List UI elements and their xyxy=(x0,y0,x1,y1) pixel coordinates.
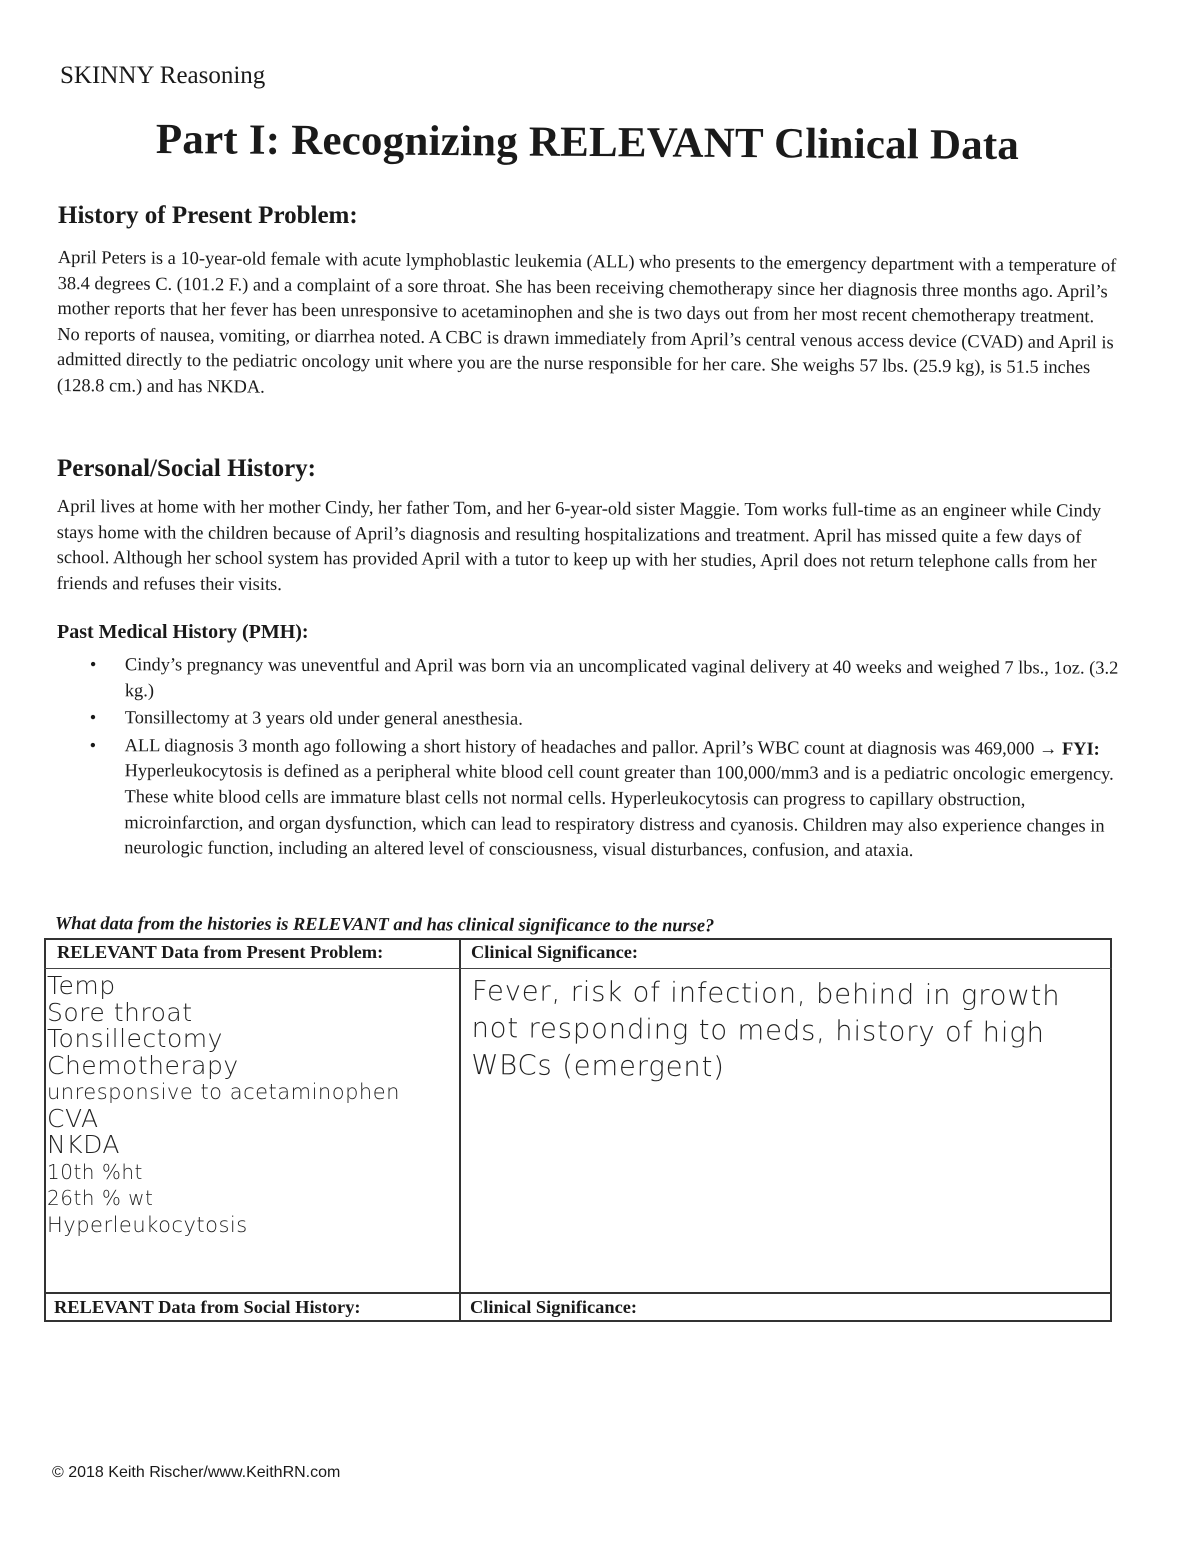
personal-social-history-heading: Personal/Social History: xyxy=(57,455,316,482)
handwritten-entry: unresponsive to acetaminophen xyxy=(47,1080,400,1104)
history-present-problem-heading: History of Present Problem: xyxy=(58,202,358,229)
clinical-significance-entry[interactable]: Fever, risk of infection, behind in growth not responding to meds, history of high WBCs (emergent) xyxy=(471,974,1061,1084)
header-label: SKINNY Reasoning xyxy=(60,62,266,89)
list-item xyxy=(60,705,1120,734)
handwritten-entry: NKDA xyxy=(47,1130,121,1159)
pmh-item-text: Tonsillectomy at 3 years old under general anesthesia. xyxy=(124,707,523,729)
bullet-icon: • xyxy=(89,707,97,728)
relevant-social-header: RELEVANT Data from Social History: xyxy=(54,1297,361,1317)
fyi-label: FYI: xyxy=(1061,738,1100,759)
relevant-present-entries[interactable] xyxy=(47,973,457,1238)
history-present-problem-text: April Peters is a 10-year-old female with acute lymphoblastic leukemia (ALL) who presents to the emergency department with a temperature of 38.4 degrees C. (101.2 F.) and a complaint of a sore throat. She has been receiving chemotherapy since her diagnosis three months ago. April’s mother reports that her fever has been unresponsive to acetaminophen and she is two days out from her most recent chemotherapy treatment. No reports of nausea, vomiting, or diarrhea noted. A CBC is drawn immediately from April’s central venous access device (CVAD) and April is admitted directly to the pediatric oncology unit where you are the nurse responsible for her care. She weighs 57 lbs. (25.9 kg), is 51.5 inches (128.8 cm.) and has NKDA. xyxy=(56,246,1117,397)
page-title: Part I: Recognizing RELEVANT Clinical Data xyxy=(155,115,1020,170)
past-medical-history-heading: Past Medical History (PMH): xyxy=(57,621,309,643)
relevant-present-header: RELEVANT Data from Present Problem: xyxy=(57,942,384,962)
handwritten-entry: Sore throat xyxy=(47,997,193,1027)
table-column-divider xyxy=(459,938,461,1322)
copyright-footer: © 2018 Keith Rischer/www.KeithRN.com xyxy=(52,1464,341,1481)
clinical-significance-header: Clinical Significance: xyxy=(470,1297,638,1317)
handwritten-entry: 26th % wt xyxy=(47,1186,154,1210)
table-section-divider xyxy=(44,1292,1112,1294)
clinical-significance-header: Clinical Significance: xyxy=(471,942,639,962)
bullet-icon: • xyxy=(89,654,97,675)
handwritten-entry: Temp xyxy=(47,971,116,1000)
list-item xyxy=(60,652,1120,707)
handwritten-entry: 10th %ht xyxy=(47,1159,143,1184)
pmh-item-text: Cindy’s pregnancy was uneventful and April was born via an uncomplicated vaginal delivery at 40 weeks and weighed 7 lbs., 1oz. (3.2 kg.) xyxy=(124,654,1119,700)
handwritten-entry: CVA xyxy=(47,1103,99,1133)
pmh-item-text: ALL diagnosis 3 month ago following a short history of headaches and pallor. April’s WBC count at diagnosis was 469,000 → xyxy=(124,735,1063,759)
pmh-item-text: Hyperleukocytosis is defined as a peripheral white blood cell count greater than 100,000/mm3 and is a pediatric oncologic emergency. These white blood cells are immature blast cells not normal cells. Hyperleukocytosis can progress to capillary obstruction, microinfarction, and organ dysfunction, which can lead to respiratory distress and cyanosis. Children may also experience changes in neurologic function, including an altered level of consciousness, visual disturbances, confusion, and ataxia. xyxy=(124,760,1114,861)
past-medical-history-list xyxy=(59,652,1120,866)
personal-social-history-text: April lives at home with her mother Cindy, her father Tom, and her 6-year-old sister Maggie. Tom works full-time as an engineer while Cindy stays home with the children because of April’s diagnosis and resulting hospitalizations and treatment. April has missed quite a few days of school. Although her school system has provided April with a tutor to keep up with her studies, April does not return telephone calls from her friends and refuses their visits. xyxy=(56,495,1102,594)
list-item xyxy=(59,733,1119,865)
bullet-icon: • xyxy=(89,734,97,755)
handwritten-entry: Hyperleukocytosis xyxy=(47,1212,248,1237)
worksheet-question: What data from the histories is RELEVANT and has clinical significance to the nurse? xyxy=(54,913,715,936)
handwritten-entry: Tonsillectomy xyxy=(47,1024,223,1053)
table-header-divider xyxy=(44,968,1112,969)
handwritten-entry: Chemotherapy xyxy=(47,1050,239,1080)
